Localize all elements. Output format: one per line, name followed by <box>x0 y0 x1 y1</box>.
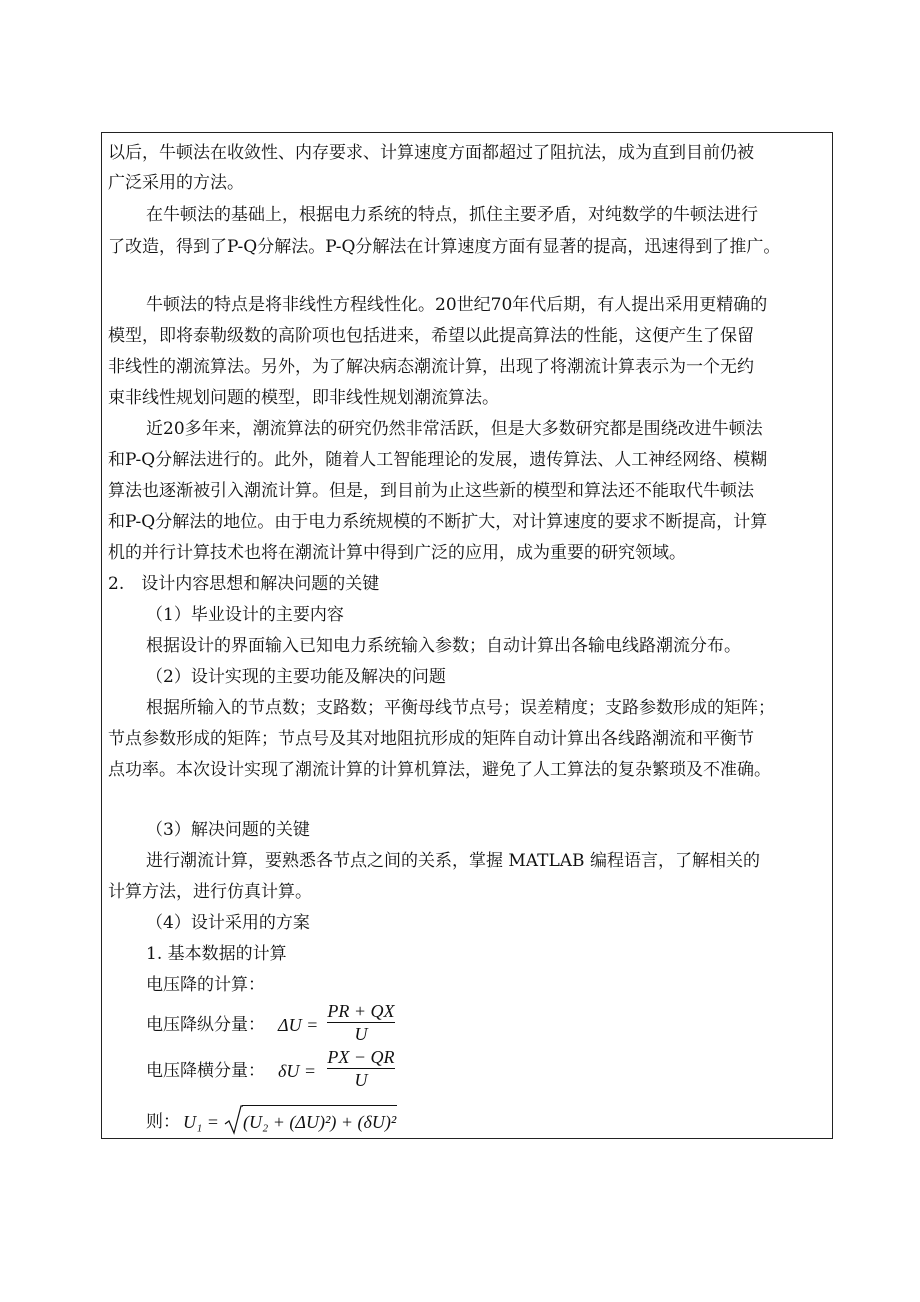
paragraph-line: 牛顿法的特点是将非线性方程线性化。20世纪70年代后期，有人提出采用更精确的 <box>146 295 768 315</box>
fraction-denominator: U <box>354 1024 368 1044</box>
paragraph-line: 广泛采用的方法。 <box>108 173 244 193</box>
radicand: (U₂ + (ΔU)²) + (δU)² <box>243 1112 397 1132</box>
paragraph-line: 了改造，得到了P-Q分解法。P-Q分解法在计算速度方面有显著的提高，迅速得到了推广。 <box>108 237 781 257</box>
subsection-heading: 1. 基本数据的计算 <box>146 944 287 964</box>
radical-vinculum <box>242 1105 397 1106</box>
formula-label: 则： <box>146 1112 180 1132</box>
paragraph-line: 近20多年来，潮流算法的研究仍然非常活跃，但是大多数研究都是围绕改进牛顿法 <box>146 419 763 439</box>
paragraph-line: 进行潮流计算，要熟悉各节点之间的关系，掌握 MATLAB 编程语言，了解相关的 <box>146 851 760 871</box>
paragraph-line: 电压降的计算： <box>146 975 265 995</box>
paragraph-line: 以后，牛顿法在收敛性、内存要求、计算速度方面都超过了阻抗法，成为直到目前仍被 <box>108 143 754 163</box>
square-root-icon <box>223 1104 243 1136</box>
section-heading: 2. 设计内容思想和解决问题的关键 <box>108 574 380 594</box>
paragraph-line: 机的并行计算技术也将在潮流计算中得到广泛的应用，成为重要的研究领域。 <box>108 543 686 563</box>
subsection-heading: （1）毕业设计的主要内容 <box>146 605 344 625</box>
paragraph-line: 算法也逐渐被引入潮流计算。但是，到目前为止这些新的模型和算法还不能取代牛顿法 <box>108 481 754 501</box>
formula-lhs: U₁ = <box>183 1112 219 1132</box>
paragraph-line: 点功率。本次设计实现了潮流计算的计算机算法，避免了人工算法的复杂繁琐及不准确。 <box>108 760 771 780</box>
subsection-heading: （4）设计采用的方案 <box>146 913 310 933</box>
paragraph-line: 计算方法，进行仿真计算。 <box>108 882 312 902</box>
paragraph-line: 在牛顿法的基础上，根据电力系统的特点，抓住主要矛盾，对纯数学的牛顿法进行 <box>146 205 758 225</box>
paragraph-line: 模型，即将泰勒级数的高阶项也包括进来，希望以此提高算法的性能，这便产生了保留 <box>108 326 754 346</box>
paragraph-line: 根据设计的界面输入已知电力系统输入参数；自动计算出各输电线路潮流分布。 <box>146 636 741 656</box>
fraction-denominator: U <box>354 1070 368 1090</box>
paragraph-line: 和P-Q分解法进行的。此外，随着人工智能理论的发展，遗传算法、人工神经网络、模糊 <box>108 450 768 470</box>
subsection-heading: （3）解决问题的关键 <box>146 820 310 840</box>
formula-label: 电压降横分量： <box>146 1061 265 1081</box>
fraction <box>327 1046 395 1091</box>
formula-lhs: ΔU = <box>278 1015 319 1035</box>
paragraph-line: 非线性的潮流算法。另外，为了解决病态潮流计算，出现了将潮流计算表示为一个无约 <box>108 357 754 377</box>
formula-label: 电压降纵分量： <box>146 1015 265 1035</box>
fraction-numerator: PR + QX <box>327 1001 395 1021</box>
paragraph-line: 和P-Q分解法的地位。由于电力系统规模的不断扩大，对计算速度的要求不断提高，计算 <box>108 512 768 532</box>
fraction <box>327 1000 395 1045</box>
paragraph-line: 根据所输入的节点数；支路数；平衡母线节点号；误差精度；支路参数形成的矩阵； <box>146 698 775 718</box>
formula-lhs: δU = <box>278 1061 317 1081</box>
paragraph-line: 束非线性规划问题的模型，即非线性规划潮流算法。 <box>108 388 499 408</box>
subsection-heading: （2）设计实现的主要功能及解决的问题 <box>146 667 446 687</box>
fraction-numerator: PX − QR <box>327 1047 395 1067</box>
paragraph-line: 节点参数形成的矩阵；节点号及其对地阻抗形成的矩阵自动计算出各线路潮流和平衡节 <box>108 729 754 749</box>
